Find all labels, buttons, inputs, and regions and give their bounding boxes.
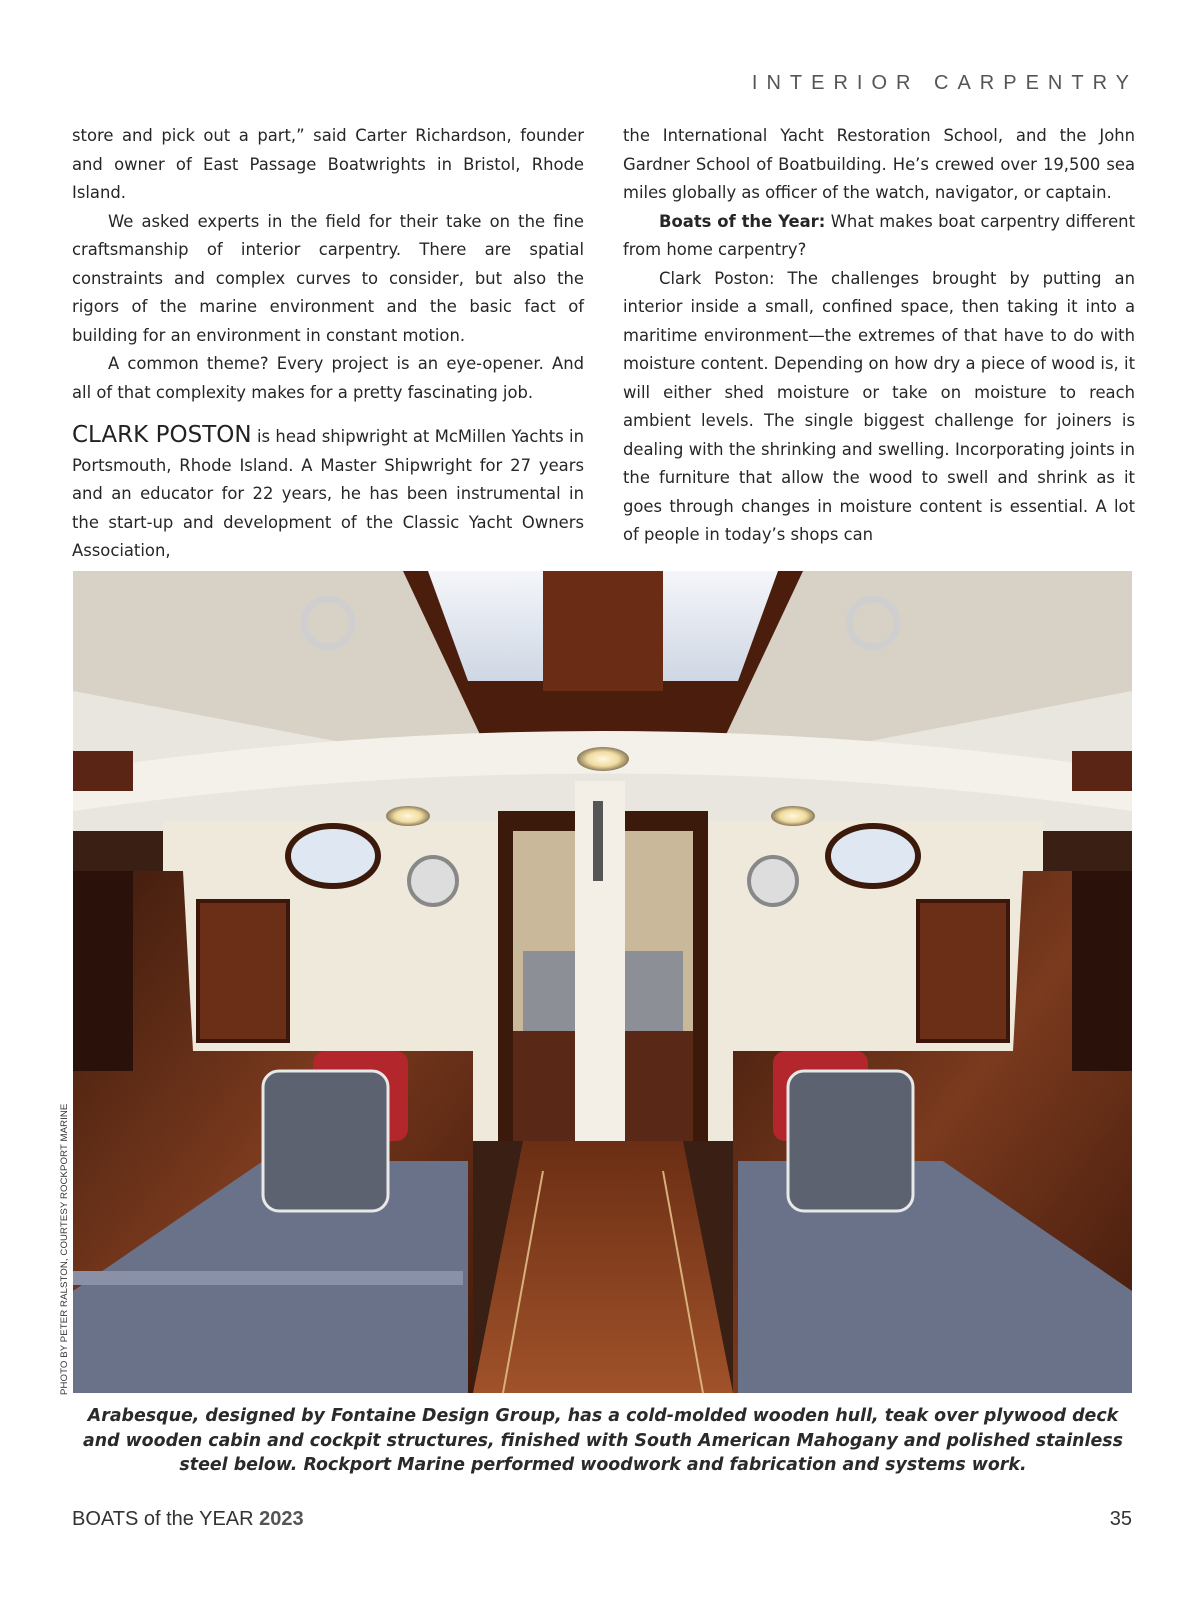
bio-text: is head shipwright at McMillen Yachts in Portsmouth, Rhode Island. A Master Shipwright for 27 years and an educator for 22 years, he has been instrumental in the start-up and development of the Classic Yacht Owners Association, [72, 427, 584, 560]
right-column [623, 122, 1135, 550]
paragraph: store and pick out a part,” said Carter Richardson, founder and owner of East Passage Boatwrights in Bristol, Rhode Island. [72, 126, 584, 202]
left-column [72, 122, 584, 566]
bio-paragraph [72, 421, 584, 566]
section-heading: INTERIOR CARPENTRY [751, 72, 1138, 94]
question-text: What makes boat carpentry different from home carpentry? [623, 211, 1135, 259]
answer-paragraph: Clark Poston: The challenges brought by putting an interior inside a small, confined space, then taking it into a maritime environment—the extremes of that have to do with moisture content. Depending on how dry a piece of wood is, it will either shed moisture or take on moisture to reach ambient levels. The single biggest challenge for joiners is dealing with the shrinking and swelling. Incorporating joints in the furniture that allow the wood to swell and shrink as it goes through changes in moisture content is essential. A lot of people in today’s shops can [623, 268, 1135, 544]
photo-credit: PHOTO BY PETER RALSTON, COURTESY ROCKPORT MARINE [59, 1103, 70, 1395]
photo-caption: Arabesque, designed by Fontaine Design Group, has a cold-molded wooden hull, teak over plywood deck and wooden cabin and cockpit structures, finished with South American Mahogany and polished stainless steel below. Rockport Marine performed woodwork and fabrication and systems work. [83, 1406, 1123, 1475]
paragraph: the International Yacht Restoration School, and the John Gardner School of Boatbuilding. He’s crewed over 19,500 sea miles globally as officer of the watch, navigator, or captain. [623, 126, 1135, 202]
bio-name: CLARK POSTON [72, 422, 252, 448]
yacht-interior-photo [73, 571, 1132, 1393]
question-label: Boats of the Year: [659, 211, 826, 231]
page-number: 35 [1109, 1508, 1132, 1530]
publication-name: BOATS of the YEAR [72, 1508, 260, 1530]
paragraph: We asked experts in the field for their take on the fine craftsmanship of interior carpentry. There are spatial constraints and complex curves to consider, but also the rigors of the marine environment and the basic fact of building for an environment in constant motion. [72, 211, 584, 345]
paragraph: A common theme? Every project is an eye-opener. And all of that complexity makes for a pretty fascinating job. [72, 354, 584, 402]
question-paragraph [623, 208, 1135, 265]
publication-year: 2023 [259, 1508, 304, 1530]
footer-publication [72, 1508, 304, 1531]
